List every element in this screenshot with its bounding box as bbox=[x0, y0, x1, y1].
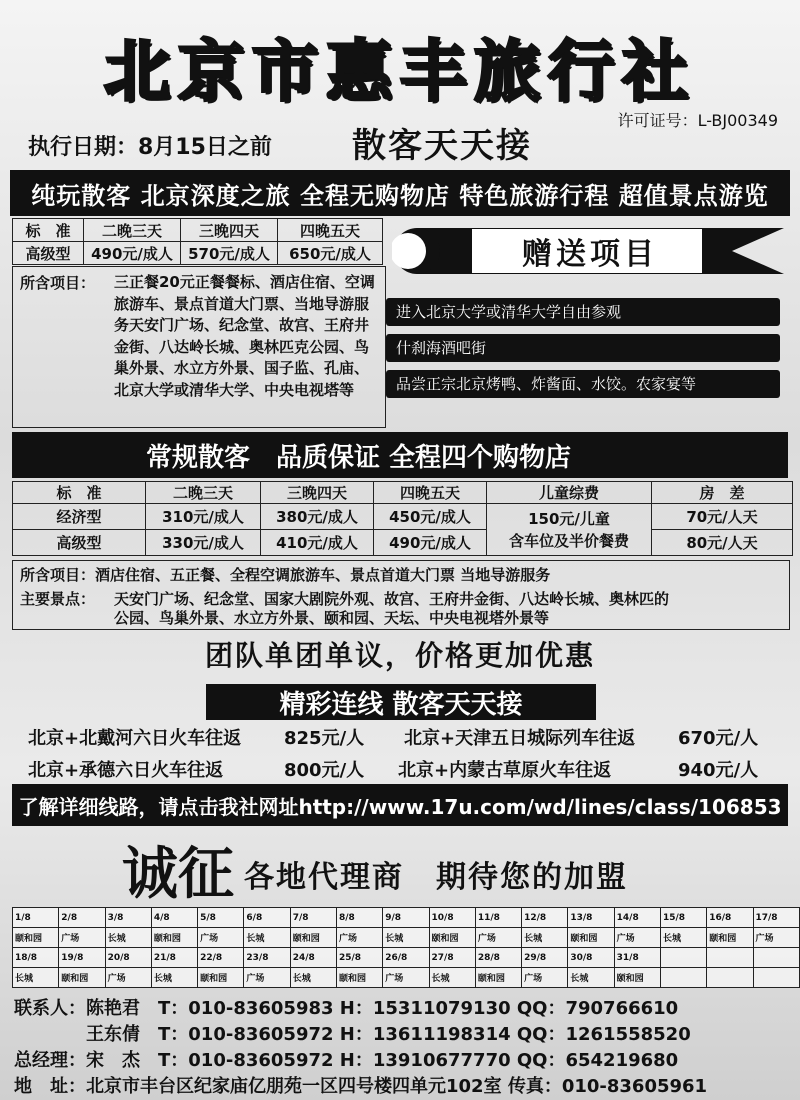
header-cell: 四晚五天 bbox=[374, 482, 487, 504]
price-cell: 380元/成人 bbox=[261, 504, 374, 530]
calendar-date-cell: 30/8 bbox=[568, 948, 614, 968]
route-price: 670元/人 bbox=[678, 728, 759, 749]
calendar-place-cell: 颐和园 bbox=[429, 928, 475, 948]
calendar-date-cell: 27/8 bbox=[429, 948, 475, 968]
price-cell: 经济型 bbox=[13, 504, 146, 530]
team-pricing-note: 团队单团单议，价格更加优惠 bbox=[204, 639, 595, 672]
calendar-date-cell: 1/8 bbox=[13, 908, 59, 928]
calendar-place-cell: 颐和园 bbox=[198, 968, 244, 988]
calendar-date-cell: 12/8 bbox=[522, 908, 568, 928]
spots-label: 主要景点： bbox=[20, 590, 96, 608]
price-cell: 高级型 bbox=[13, 242, 84, 265]
regular-included-text: 所含项目：酒店住宿、五正餐、全程空调旅游车、景点首道大门票 当地导游服务 bbox=[20, 566, 551, 584]
calendar-date-cell: 7/8 bbox=[290, 908, 336, 928]
price-cell: 570元/成人 bbox=[181, 242, 278, 265]
calendar-place-cell: 长城 bbox=[290, 968, 336, 988]
calendar-date-cell: 31/8 bbox=[614, 948, 660, 968]
calendar-place-cell: 长城 bbox=[13, 968, 59, 988]
calendar-place-cell: 广场 bbox=[105, 968, 151, 988]
header-cell: 二晚三天 bbox=[84, 219, 181, 242]
calendar-date-cell: 15/8 bbox=[660, 908, 706, 928]
calendar-date-cell: 13/8 bbox=[568, 908, 614, 928]
calendar-place-cell bbox=[660, 968, 706, 988]
calendar-place-cell: 广场 bbox=[522, 968, 568, 988]
calendar-date-cell: 9/8 bbox=[383, 908, 429, 928]
calendar-place-cell bbox=[707, 968, 753, 988]
calendar-date-cell: 21/8 bbox=[151, 948, 197, 968]
price-cell: 70元/人天 bbox=[652, 504, 793, 530]
route-price: 800元/人 bbox=[284, 760, 365, 781]
price-cell: 490元/成人 bbox=[84, 242, 181, 265]
header-cell: 儿童综费 bbox=[487, 482, 652, 504]
child-fee-cell bbox=[487, 504, 652, 556]
website-link[interactable]: 了解详细线路，请点击我社网址http://www.17u.com/wd/lines/class/106853 bbox=[12, 784, 788, 826]
calendar-place-cell: 颐和园 bbox=[568, 928, 614, 948]
calendar-date-cell: 28/8 bbox=[475, 948, 521, 968]
route-name: 北京+承德六日火车往返 bbox=[28, 760, 224, 781]
calendar-date-cell: 6/8 bbox=[244, 908, 290, 928]
calendar-date-cell: 14/8 bbox=[614, 908, 660, 928]
header-cell: 二晚三天 bbox=[146, 482, 261, 504]
calendar-date-cell: 17/8 bbox=[753, 908, 800, 928]
calendar-place-cell: 长城 bbox=[151, 968, 197, 988]
calendar-place-cell: 广场 bbox=[59, 928, 105, 948]
header-cell: 三晚四天 bbox=[261, 482, 374, 504]
price-cell: 410元/成人 bbox=[261, 530, 374, 556]
calendar-date-cell: 5/8 bbox=[198, 908, 244, 928]
child-fee-line: 150元/儿童 bbox=[528, 509, 610, 528]
regular-tour-price-table bbox=[12, 481, 793, 556]
price-cell: 80元/人天 bbox=[652, 530, 793, 556]
calendar-place-cell: 长城 bbox=[105, 928, 151, 948]
header-cell: 四晚五天 bbox=[278, 219, 383, 242]
header-cell: 房 差 bbox=[652, 482, 793, 504]
calendar-place-cell: 广场 bbox=[475, 928, 521, 948]
price-cell: 高级型 bbox=[13, 530, 146, 556]
calendar-date-cell: 16/8 bbox=[707, 908, 753, 928]
calendar-date-cell: 8/8 bbox=[336, 908, 382, 928]
calendar-place-cell: 颐和园 bbox=[475, 968, 521, 988]
recruit-heading: 诚征 bbox=[122, 842, 234, 907]
execution-date: 执行日期：8月15日之前 bbox=[28, 135, 272, 160]
calendar-place-cell: 长城 bbox=[244, 928, 290, 948]
header-cell: 标 准 bbox=[13, 482, 146, 504]
calendar-date-cell: 29/8 bbox=[522, 948, 568, 968]
contact-line: 王东倩 T：010-83605972 H：13611198314 QQ：1261558520 bbox=[14, 1024, 691, 1045]
price-cell: 450元/成人 bbox=[374, 504, 487, 530]
calendar-place-cell: 长城 bbox=[568, 968, 614, 988]
calendar-date-cell: 23/8 bbox=[244, 948, 290, 968]
calendar-place-cell: 长城 bbox=[660, 928, 706, 948]
route-name: 北京+内蒙古草原火车往返 bbox=[398, 760, 612, 781]
pure-tour-banner: 纯玩散客 北京深度之旅 全程无购物店 特色旅游行程 超值景点游览 bbox=[10, 170, 790, 216]
calendar-place-cell: 颐和园 bbox=[707, 928, 753, 948]
calendar-date-cell: 22/8 bbox=[198, 948, 244, 968]
spots-line: 天安门广场、纪念堂、国家大剧院外观、故宫、王府井金街、八达岭长城、奥林匹的 bbox=[114, 590, 670, 608]
routes-banner: 精彩连线 散客天天接 bbox=[206, 684, 596, 720]
departure-calendar bbox=[12, 907, 800, 988]
regular-tour-banner: 常规散客 品质保证 全程四个购物店 bbox=[12, 432, 788, 478]
daily-pickup-heading: 散客天天接 bbox=[352, 126, 532, 166]
calendar-date-cell: 10/8 bbox=[429, 908, 475, 928]
calendar-date-cell bbox=[660, 948, 706, 968]
calendar-date-cell: 2/8 bbox=[59, 908, 105, 928]
contact-line: 总经理：宋 杰 T：010-83605972 H：13910677770 QQ：654219680 bbox=[14, 1050, 679, 1071]
route-price: 825元/人 bbox=[284, 728, 365, 749]
included-label: 所含项目： bbox=[20, 274, 96, 292]
price-cell: 490元/成人 bbox=[374, 530, 487, 556]
address-line: 地 址：北京市丰台区纪家庙亿朋苑一区四号楼四单元102室 传真：010-83605961 bbox=[14, 1076, 708, 1097]
included-text: 三正餐20元正餐餐标、酒店住宿、空调旅游车、景点首道大门票、当地导游服务天安门广场、纪念堂、故宫、王府井金街、八达岭长城、奥林匹克公园、鸟巢外景、水立方外景、国子监、孔庙、北京大学或清华大学、中央电视塔等 bbox=[114, 273, 375, 399]
header-cell: 三晚四天 bbox=[181, 219, 278, 242]
price-cell: 310元/成人 bbox=[146, 504, 261, 530]
calendar-date-cell: 11/8 bbox=[475, 908, 521, 928]
calendar-place-cell: 长城 bbox=[383, 928, 429, 948]
calendar-place-cell: 广场 bbox=[198, 928, 244, 948]
calendar-date-cell bbox=[707, 948, 753, 968]
gift-item: 品尝正宗北京烤鸭、炸酱面、水饺。农家宴等 bbox=[386, 370, 780, 398]
gift-item: 进入北京大学或清华大学自由参观 bbox=[386, 298, 780, 326]
calendar-date-cell: 18/8 bbox=[13, 948, 59, 968]
calendar-place-cell: 广场 bbox=[614, 928, 660, 948]
calendar-date-cell: 24/8 bbox=[290, 948, 336, 968]
calendar-place-cell: 长城 bbox=[522, 928, 568, 948]
calendar-place-cell: 广场 bbox=[753, 928, 800, 948]
calendar-place-cell: 颐和园 bbox=[290, 928, 336, 948]
calendar-date-cell bbox=[753, 948, 800, 968]
route-price: 940元/人 bbox=[678, 760, 759, 781]
agency-title: 北京市惠丰旅行社 bbox=[104, 33, 696, 110]
recruit-text: 各地代理商 期待您的加盟 bbox=[244, 860, 628, 895]
route-name: 北京+天津五日城际列车往返 bbox=[404, 728, 636, 749]
calendar-date-cell: 20/8 bbox=[105, 948, 151, 968]
calendar-place-cell: 广场 bbox=[383, 968, 429, 988]
calendar-place-cell: 长城 bbox=[429, 968, 475, 988]
gift-item: 什刹海酒吧街 bbox=[386, 334, 780, 362]
calendar-date-cell: 3/8 bbox=[105, 908, 151, 928]
calendar-date-cell: 4/8 bbox=[151, 908, 197, 928]
calendar-date-cell: 25/8 bbox=[336, 948, 382, 968]
calendar-date-cell: 19/8 bbox=[59, 948, 105, 968]
header-cell: 标 准 bbox=[13, 219, 84, 242]
calendar-date-cell: 26/8 bbox=[383, 948, 429, 968]
license-number: 许可证号：L-BJ00349 bbox=[617, 111, 778, 130]
price-cell: 650元/成人 bbox=[278, 242, 383, 265]
calendar-place-cell bbox=[753, 968, 800, 988]
calendar-place-cell: 颐和园 bbox=[59, 968, 105, 988]
gift-title: 赠送项目 bbox=[522, 237, 658, 272]
route-name: 北京+北戴河六日火车往返 bbox=[28, 728, 242, 749]
calendar-place-cell: 颐和园 bbox=[151, 928, 197, 948]
contact-line: 联系人：陈艳君 T：010-83605983 H：15311079130 QQ：790766610 bbox=[14, 998, 679, 1019]
calendar-place-cell: 广场 bbox=[244, 968, 290, 988]
price-cell: 330元/成人 bbox=[146, 530, 261, 556]
pure-tour-price-table bbox=[12, 218, 383, 265]
calendar-place-cell: 颐和园 bbox=[614, 968, 660, 988]
calendar-place-cell: 广场 bbox=[336, 928, 382, 948]
calendar-place-cell: 颐和园 bbox=[13, 928, 59, 948]
spots-line: 公园、鸟巢外景、水立方外景、颐和园、天坛、中央电视塔外景等 bbox=[114, 609, 550, 627]
calendar-place-cell: 颐和园 bbox=[336, 968, 382, 988]
child-fee-line: 含车位及半价餐费 bbox=[508, 531, 629, 550]
